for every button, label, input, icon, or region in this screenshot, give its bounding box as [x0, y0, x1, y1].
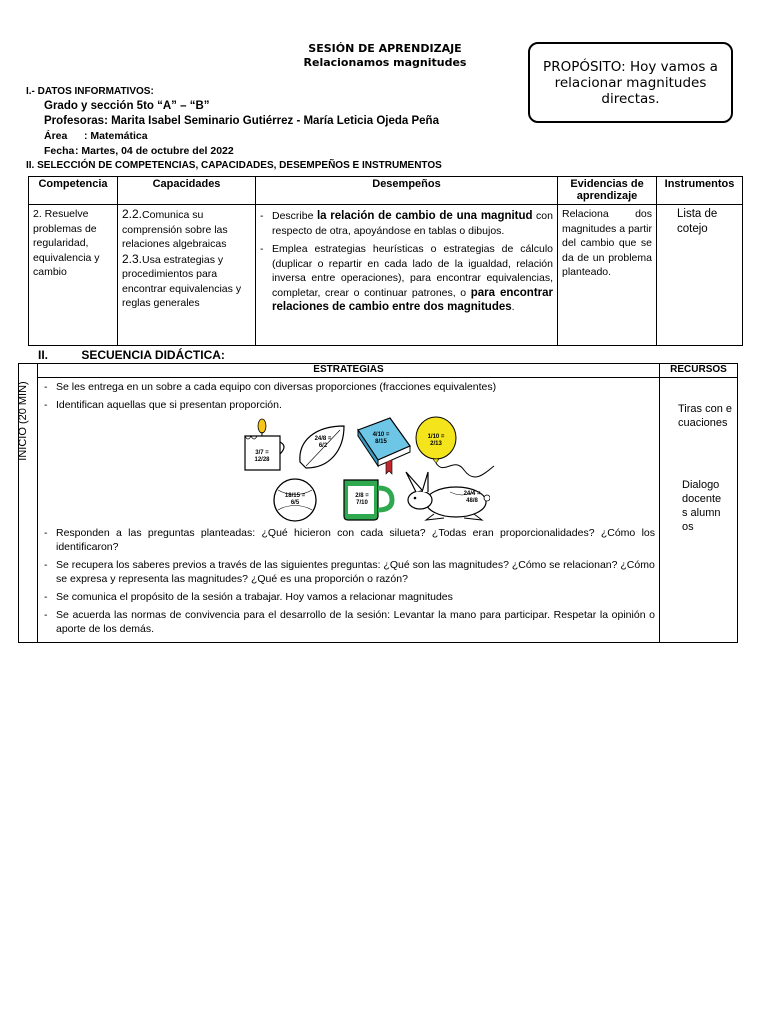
grade-line: Grado y sección 5to “A” – “B”	[44, 100, 210, 112]
competence-text: 2. Resuelve problemas de regularidad, equivalencia y cambio	[33, 208, 100, 278]
session-subtitle: Relacionamos magnitudes	[303, 56, 467, 69]
strategy-item: - Se les entrega en un sobre a cada equipo con diversas proporciones (fracciones equivalentes)	[44, 380, 655, 394]
leaf-fraction: 24/8 = 6/2	[314, 436, 332, 449]
header-evidence: Evidencias de aprendizaje	[558, 177, 657, 205]
performance-item: - Emplea estrategias heurísticas o estrategias de cálculo (duplicar o repartir en cada lado de la igualdad, relación inversa entre operaciones), para encontrar equivalencias, completar, crear o continuar patrones, o para encontrar relaciones de cambio entre dos magnitudes.	[260, 242, 553, 315]
book-icon	[350, 416, 414, 476]
phase-label: INICIO (20 MIN)	[17, 381, 29, 461]
instruments-cell	[657, 205, 743, 346]
competence-cell	[29, 205, 118, 346]
session-title: SESIÓN DE APRENDIZAJE	[308, 42, 462, 55]
resources-cell	[660, 378, 738, 643]
strategy-item: - Se recupera los saberes previos a través de las siguientes preguntas: ¿Qué son las magnitudes? ¿Cómo se relacionan? ¿Cómo se expresa y representa las magnitudes? ¿Qué es una proporción o razón?	[44, 558, 655, 586]
evidence-cell	[558, 205, 657, 346]
capacity-item: 2.3.Usa estrategias y procedimientos para encontrar equivalencias y reglas generales	[122, 251, 242, 309]
purpose-text: PROPÓSITO: Hoy vamos a relacionar magnitudes directas.	[543, 58, 718, 107]
teachers-line: Profesoras: Marita Isabel Seminario Gutiérrez - María Leticia Ojeda Peña	[44, 115, 439, 127]
evidence-text: Relaciona dos magnitudes a partir del cambio que se da de un problema planteado.	[562, 208, 652, 278]
candle-icon	[240, 418, 290, 474]
header-strategies: ESTRATEGIAS	[38, 364, 660, 378]
capacities-cell	[118, 205, 256, 346]
resource-item: Tiras con ecuaciones	[678, 403, 733, 429]
performance-item: - Describe la relación de cambio de una magnitud con respecto de otra, apoyándose en tablas o dibujos.	[260, 209, 553, 238]
header-competence: Competencia	[29, 177, 118, 205]
balloon-fraction: 1/10 = 2/13	[427, 434, 445, 447]
area-label: Área	[44, 130, 68, 142]
candle-fraction: 3/7 = 12/28	[254, 450, 270, 463]
book-fraction: 4/10 = 8/15	[372, 432, 390, 445]
info-section-title: I.- DATOS INFORMATIVOS:	[26, 86, 154, 97]
area-value: : Matemática	[84, 130, 148, 142]
purpose-box	[528, 42, 733, 123]
ball-fraction: 18/15 = 6/5	[284, 493, 306, 506]
strategy-item: - Se acuerda las normas de convivencia para el desarrollo de la sesión: Levantar la mano para participar. Respetar la opinión o aporte de los demás.	[44, 608, 655, 636]
strategy-item: - Responden a las preguntas planteadas: ¿Qué hicieron con cada silueta? ¿Todas eran proporcionalidades? ¿Cómo los identificaron?	[44, 526, 655, 554]
header-resources: RECURSOS	[660, 364, 738, 378]
instrument-text: Lista de cotejo	[677, 208, 718, 235]
strategies-cell	[38, 378, 660, 643]
strategies-list-bottom	[44, 526, 655, 636]
rabbit-fraction: 24/4 = 48/8	[463, 491, 481, 504]
resource-item: Dialogo docentes alumnos	[682, 479, 722, 533]
strategy-item: - Identifican aquellas que si presentan proporción.	[44, 398, 655, 412]
strategy-item: - Se comunica el propósito de la sesión a trabajar. Hoy vamos a relacionar magnitudes	[44, 590, 655, 604]
competencies-table	[28, 176, 743, 346]
mug-fraction: 2/8 = 7/10	[355, 493, 369, 506]
performances-cell	[256, 205, 558, 346]
capacity-item: 2.2.Comunica su comprensión sobre las relaciones algebraicas	[122, 207, 228, 250]
date-label: Fecha	[44, 145, 75, 157]
header-instruments: Instrumentos	[657, 177, 743, 205]
header-performances: Desempeños	[256, 177, 558, 205]
sequence-table	[18, 363, 738, 643]
header-capacities: Capacidades	[118, 177, 256, 205]
sequence-section-title: II. SECUENCIA DIDÁCTICA:	[38, 348, 225, 362]
fraction-images	[44, 416, 655, 526]
date-value: : Martes, 04 de octubre del 2022	[75, 145, 234, 157]
phase-cell-top	[19, 364, 38, 378]
competencies-section-title: II. SELECCIÓN DE COMPETENCIAS, CAPACIDADES, DESEMPEÑOS E INSTRUMENTOS	[26, 160, 442, 171]
strategies-list-top	[44, 380, 655, 412]
